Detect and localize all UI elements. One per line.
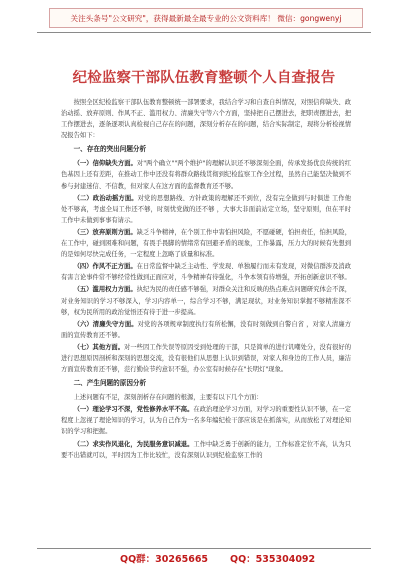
qq-group-number: QQ群：30265665: [120, 554, 209, 565]
cause-paragraph: [61, 439, 351, 461]
item-paragraph: [61, 227, 351, 260]
footer: [0, 551, 408, 569]
banner-text: 关注头条号"公文研究"，获得最新最全最专业的公文资料库！ 微信：gongwenyj: [70, 13, 342, 23]
item-label: （五）滥用权力方面。: [73, 286, 137, 294]
cause-text: 工作中缺乏勇于创新的能力，工作标准定位不高，认为只要不出错就可以，平时因为工作比较忙，没有深刻认识到纪检监察工作的: [61, 440, 352, 459]
item-label: （四）作风不正方面。: [73, 263, 137, 271]
item-text: 缺乏斗争精神，在个别工作中害怕担风险，不愿碰硬，怕担责任，怕担风险，在工作中，碰到困难和问题，有畏手畏脚的情绪常有回避矛盾的现象，工作暴露，压力大的时候有先想到的是如何尽快完成任务，一定程度上忽略了质量和标准。: [61, 228, 352, 259]
item-label: （三）放弃原则方面。: [73, 228, 137, 236]
item-text: 在日常监督中缺乏主动性、学发现、单独履行而未有发现，对微信群涉及消政有害言论事件常不够经常性做到正面应对，斗争精神有待强化，斗争本领有待增强，开拓创新意识不够。: [61, 263, 352, 282]
qq-number: QQ：535304092: [230, 554, 316, 565]
item-text: 对党的思想路线、方针政策的理解还不到位，没有完全做到与时俱进 工作他处不够高，考虑全局工作还不够，时刻忧党做的还不够 ，大事大非面前站定立场，坚守原则，但在平时工作中未做到事事有请示。: [61, 194, 351, 224]
cause-label: （二）求实作风退化，为民服务意识减退。: [73, 440, 194, 448]
item-label: （七）其他方面。: [73, 343, 125, 351]
item-paragraph: [61, 319, 351, 341]
footer-divider: [37, 548, 371, 549]
intro-paragraph: 按照全区纪检监察干部队伍教育整顿统一部署要求，我结合学习和自查自纠情况，对照信仰缺失、政治动摇、放弃原则、作风不正、滥用权力、清廉失守等六个方面，坚持把自己摆进去，把职责摆进去，把工作摆进去，逐条逐项认真检视自己存在的问题，深刻分析存在的问题，结合实际制定，现将分析检视情况报告如下：: [61, 99, 351, 140]
header-divider: [37, 32, 371, 33]
section2-intro: 上述问题有不足，深刻剖析存在问题的根源，主要有以下几个方面：: [73, 394, 263, 402]
section-heading-2: 二、产生问题的原因分析: [73, 379, 147, 388]
item-label: （二）政治动摇方面。: [73, 194, 138, 202]
item-text: 对"两个确立""两个维护"的理解认识还不够深刻全面，传承发扬优良传统的红色基因上还有差距，在推动工作中还没有将群众路线贯彻到纪检监察工作全过程，虽然自己能坚决做到不参与封建迷信、不信教，但对家人在这方面的监督教育还不够。: [61, 160, 351, 190]
item-text: 执纪为民的责任感不够强，对群众关注和反映的热点难点问题研究体会不深， 对业务知识的学习不够深入，学习内容单一，综合学习不够，满足现状，对业务知识掌握不够精准深不够，权为民所用的政治觉悟还有待于进一步提高。: [61, 286, 352, 316]
report-body: [61, 97, 351, 462]
item-paragraph: [61, 342, 351, 375]
top-banner: [49, 8, 363, 28]
item-paragraph: [61, 284, 351, 317]
item-text: 对一些因工作失误等原因受到处理的干部，只是简单的进行讥嘲处分，没有很好的进行思想原因剖析和深刻的思想交流，没有很他们从思想上认识到错误，对家人和身边的工作人员，廉洁方面宣传教育还不够，范行勤俭节约意识不强，办公室有时候存在"长明灯"现象。: [61, 343, 352, 374]
item-paragraph: [61, 193, 351, 226]
section-heading-1: 一、存在的突出问题分析: [73, 145, 147, 154]
item-paragraph: [61, 261, 351, 283]
page-title: 纪检监察干部队伍教育整顿个人自查报告: [72, 70, 336, 86]
item-paragraph: [61, 158, 351, 191]
item-label: （六）清廉失守方面。: [73, 320, 138, 328]
cause-text: 在政治理论学习方面，对学习的重要性认识不够，在一定程度上忽视了理论知识的学习，认为自己作为一名多年编纪检干部应该是在抓落实，从而放松了对理论知识的学习和把握。: [61, 406, 352, 436]
cause-paragraph: [61, 404, 351, 437]
item-label: （一）信仰缺失方面。: [73, 160, 137, 168]
item-text: 对党的各项规章制度执行有所松懈，没有时刻做到自警自省 ，对家人清廉方面的宣传教育还不够。: [61, 320, 351, 339]
cause-label: （一）理论学习不深，党性修养水平不高。: [73, 406, 194, 414]
